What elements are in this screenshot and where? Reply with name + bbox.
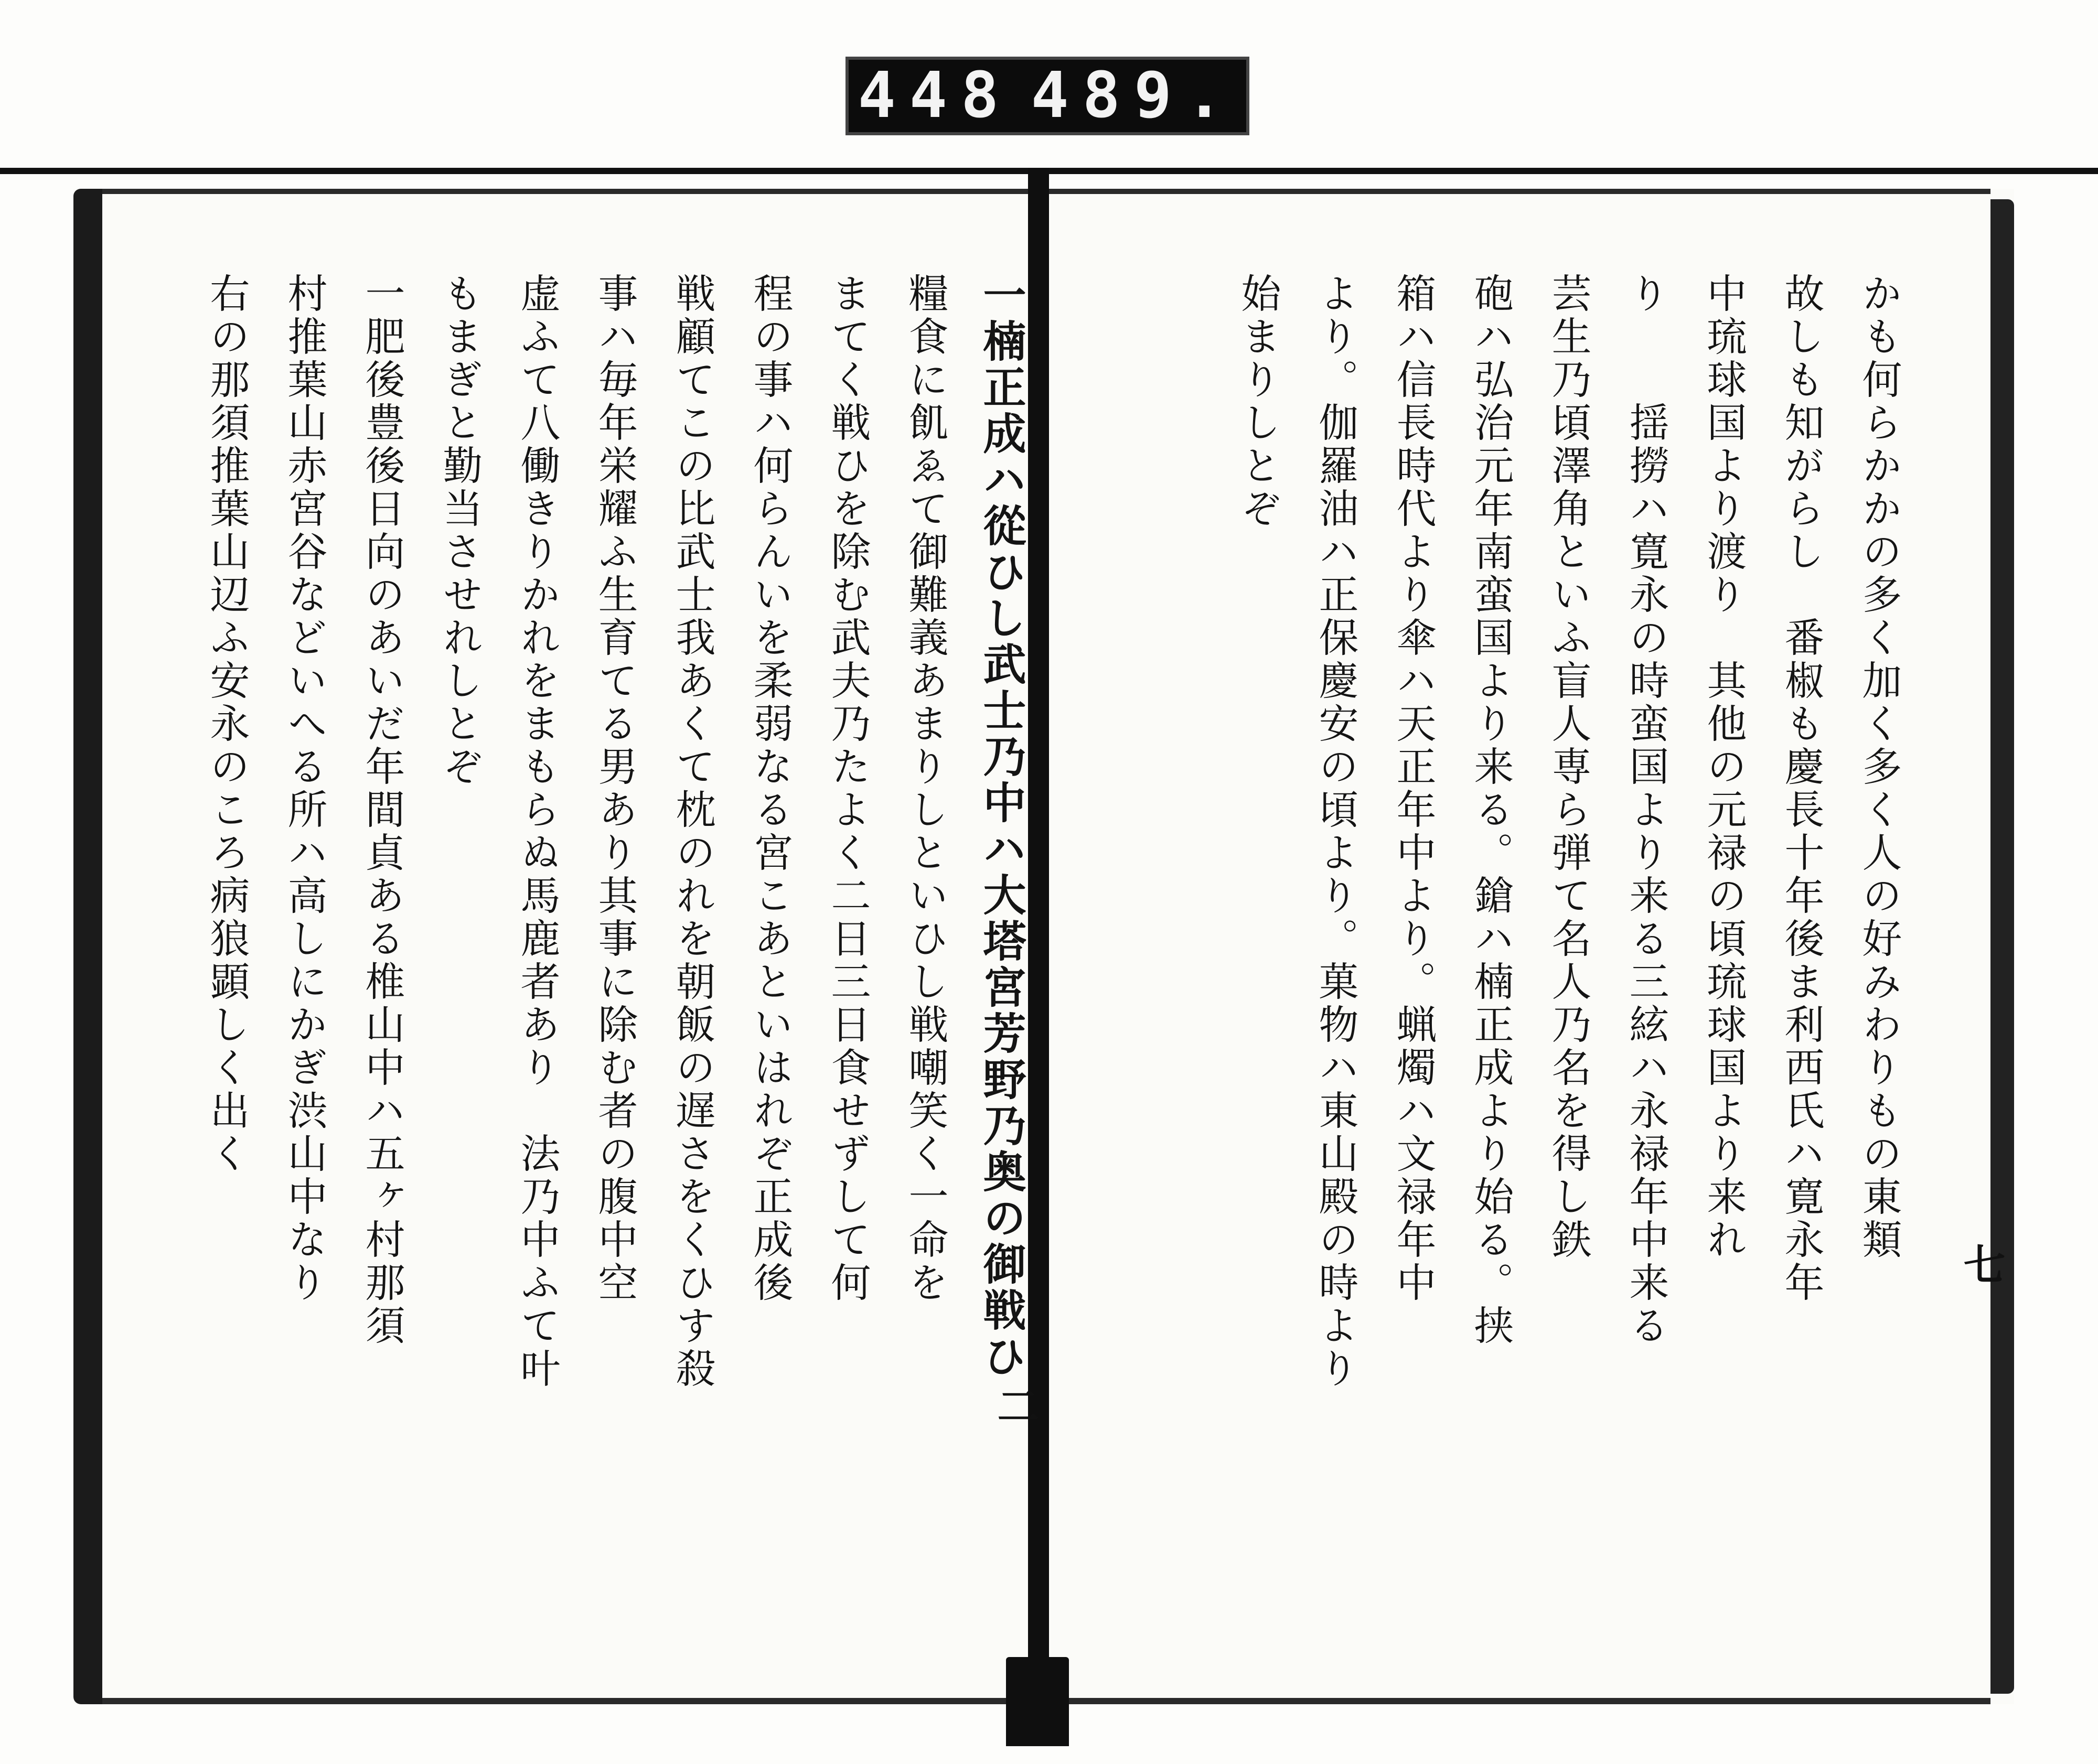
right-cover-edge (1990, 199, 2014, 1694)
text-column: 始まりしとぞ (1235, 273, 1281, 531)
text-column: 中琉球国より渡り 其他の元禄の頃琉球国より来れ (1700, 273, 1747, 1262)
text-column: 糧食に飢ゑて御難義あまりしといひし戦嘲笑く一命を (902, 273, 949, 1305)
book-gutter (1028, 168, 1049, 1673)
text-column: 村推葉山赤宮谷などいへる所ハ高しにかぎ渋山中なり (281, 273, 328, 1305)
text-column: 故しも知がらし 番椒も慶長十年後ま利西氏ハ寛永年 (1778, 273, 1825, 1305)
left-page-text (131, 273, 1026, 1610)
catalog-number-plate (845, 57, 1249, 135)
text-column: まてく戦ひを除む武夫乃たよく二日三日食せずして何 (825, 273, 871, 1305)
plate-left-number: 448 (858, 59, 1013, 132)
text-column: り 揺撈ハ寛永の時蛮国より来る三絃ハ永禄年中来る (1623, 273, 1669, 1348)
text-column: より。伽羅油ハ正保慶安の頃より。菓物ハ東山殿の時より (1312, 273, 1359, 1391)
text-column: 程の事ハ何らんいを柔弱なる宮こあといはれぞ正成後 (747, 273, 794, 1305)
text-column: もまぎと勤当させれしとぞ (436, 273, 483, 789)
text-column: 一肥後豊後日向のあいだ年間貞ある椎山中ハ五ヶ村那須 (359, 273, 405, 1348)
page-number-right: 七 (1956, 1243, 2006, 1285)
text-column: 戦顧てこの比武士我あくて枕のれを朝飯の遅さをくひす殺 (669, 273, 716, 1391)
text-column: 芸生乃頃澤角といふ盲人専ら弾て名人乃名を得し鉄 (1545, 273, 1592, 1262)
right-page-text (1070, 273, 1902, 1610)
text-column: かも何らかかの多く加く多く人の好みわりもの東類 (1856, 273, 1902, 1262)
gutter-stand (1006, 1657, 1069, 1746)
text-column: 箱ハ信長時代より傘ハ天正年中より。蝋燭ハ文禄年中 (1390, 273, 1437, 1305)
plate-right-number: 489. (1031, 59, 1237, 132)
section-heading-column: 一楠正成ハ從ひし武士乃中ハ大塔宮芳野乃奥の御戦ひ (976, 273, 1026, 1380)
left-cover-edge (73, 189, 102, 1704)
page-number-left: 二 (990, 1384, 1040, 1426)
text-column: 虚ふて八働きりかれをまもらぬ馬鹿者あり 法乃中ふて叶 (514, 273, 561, 1391)
text-column: 事ハ毎年栄耀ふ生育てる男あり其事に除む者の腹中空 (592, 273, 638, 1305)
horizontal-rule (0, 168, 2098, 174)
text-column: 砲ハ弘治元年南蛮国より来る。鎗ハ楠正成より始る。挟 (1468, 273, 1514, 1348)
text-column: 右の那須推葉山辺ふ安永のころ病狼顕しく出く (204, 273, 250, 1176)
